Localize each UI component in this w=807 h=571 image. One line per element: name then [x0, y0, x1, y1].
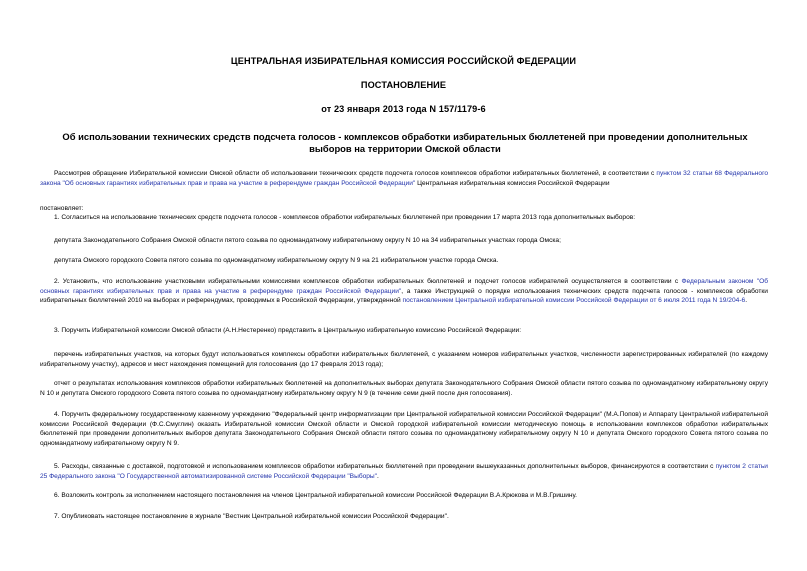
item-5-text-2: . [377, 472, 379, 480]
resolves-label: постановляет: [40, 205, 84, 212]
item-3-b: отчет о результатах использования комплексов обработки избирательных бюллетеней на дополнительных выборах депутата Законодательного Собрания Омской области пятого созыва по одномандатному избирательному округу N 10 и депутата Омского городского Совета пятого созыва по одномандатному избирательному округу N 9 (в течение семи дней после дня голосования). [40, 380, 768, 397]
item-6: 6. Возложить контроль за исполнением настоящего постановления на членов Центральной избирательной комиссии Российской Федерации В.А.Крюкова и М.В.Гришину. [54, 492, 577, 499]
intro-text-2: Центральная избирательная комиссия Российской Федерации [415, 179, 610, 187]
intro-text-1: Рассмотрев обращение Избирательной комиссии Омской области об использовании технических средств подсчета голосов комплексов обработки избирательных бюллетеней, в соответствии с [54, 170, 657, 177]
item-5-text-1: 5. Расходы, связанные с доставкой, подготовкой и использованием комплексов обработки избирательных бюллетеней при проведении вышеуказанных дополнительных выборов, финансируются в соответствии с [54, 463, 716, 470]
document-date-number: от 23 января 2013 года N 157/1179-6 [321, 104, 486, 114]
item-3-a: перечень избирательных участков, на которых будут использоваться комплексы обработки избирательных бюллетеней, с указанием номеров избирательных участков, численности зарегистрированных избирателей (по каждому избирательному участку), адресов и мест нахождения помещений для голосования (до 17 февраля 2013 года); [40, 351, 768, 368]
item-4: 4. Поручить федеральному государственному казенному учреждению "Федеральный центр информатизации при Центральной избирательной комиссии Российской Федерации" (М.А.Попов) и Аппарату Центральной избирательной комиссии Российской Федерации (Ф.С.Смуглин) оказать Избирательной комиссии Омской области и Омской городской избирательной комиссии методическую помощь в использовании комплексов обработки избирательных бюллетеней при проведении дополнительных выборов депутата Законодательного Собрания Омской области пятого созыва по одномандатному избирательному округу N 10 и депутата Омского городского Совета пятого созыва по одномандатному избирательному округу N 9. [40, 411, 768, 447]
item-1-a: депутата Законодательного Собрания Омской области пятого созыва по одномандатному избирательному округу N 10 на 34 избирательных участках города Омска; [54, 237, 561, 244]
item-7: 7. Опубликовать настоящее постановление в журнале "Вестник Центральной избирательной комиссии Российской Федерации". [54, 513, 449, 520]
item-1: 1. Согласиться на использование технических средств подсчета голосов - комплексов обработки избирательных бюллетеней при проведении 17 марта 2013 года дополнительных выборов: [54, 214, 636, 221]
document-title: Об использовании технических средств подсчета голосов - комплексов обработки избирательных бюллетеней при проведении дополнительных выборов на территории Омской области [62, 131, 748, 154]
item-3: 3. Поручить Избирательной комиссии Омской области (А.Н.Нестеренко) представить в Центральную избирательную комиссию Российской Федерации: [54, 327, 522, 334]
intro-paragraph [40, 169, 768, 188]
cec-resolution-link[interactable]: постановлением Центральной избирательной комиссии Российской Федерации от 6 июля 2011 года N 19/204-6 [402, 297, 746, 305]
item-2 [40, 277, 768, 306]
federal-law-link[interactable]: Федеральным законом "Об основных гарантиях избирательных прав и права на участие в референдуме граждан Российской Федерации" [40, 278, 768, 295]
item-2-text-1: 2. Установить, что использование участковыми избирательными комиссиями комплексов обработки избирательных бюллетеней и подсчет голосов избирателей осуществляется в соответствии с [54, 278, 682, 285]
item-5 [40, 462, 768, 481]
document-type: ПОСТАНОВЛЕНИЕ [360, 80, 447, 90]
item-1-b: депутата Омского городского Совета пятого созыва по одномандатному избирательному округу N 9 на 21 избирательном участке города Омска. [54, 257, 499, 264]
law-article-link[interactable]: пунктом 32 статьи 68 Федерального закона "Об основных гарантиях избирательных прав и права на участие в референдуме граждан Российской Федерации" [40, 170, 769, 187]
issuing-organization: ЦЕНТРАЛЬНАЯ ИЗБИРАТЕЛЬНАЯ КОМИССИЯ РОССИЙСКОЙ ФЕДЕРАЦИИ [230, 56, 577, 66]
gas-vybory-law-link[interactable]: пунктом 2 статьи 25 Федерального закона "О Государственной автоматизированной системе Российской Федерации "Выборы" [40, 463, 768, 480]
item-2-text-2: , а также Инструкцией о порядке использования технических средств подсчета голосов - комплексов обработки избирательных бюллетеней 2010 на выборах и референдумах, проводимых в Российской Федерации, утвержденной [40, 287, 768, 305]
item-2-text-3: . [745, 297, 748, 305]
